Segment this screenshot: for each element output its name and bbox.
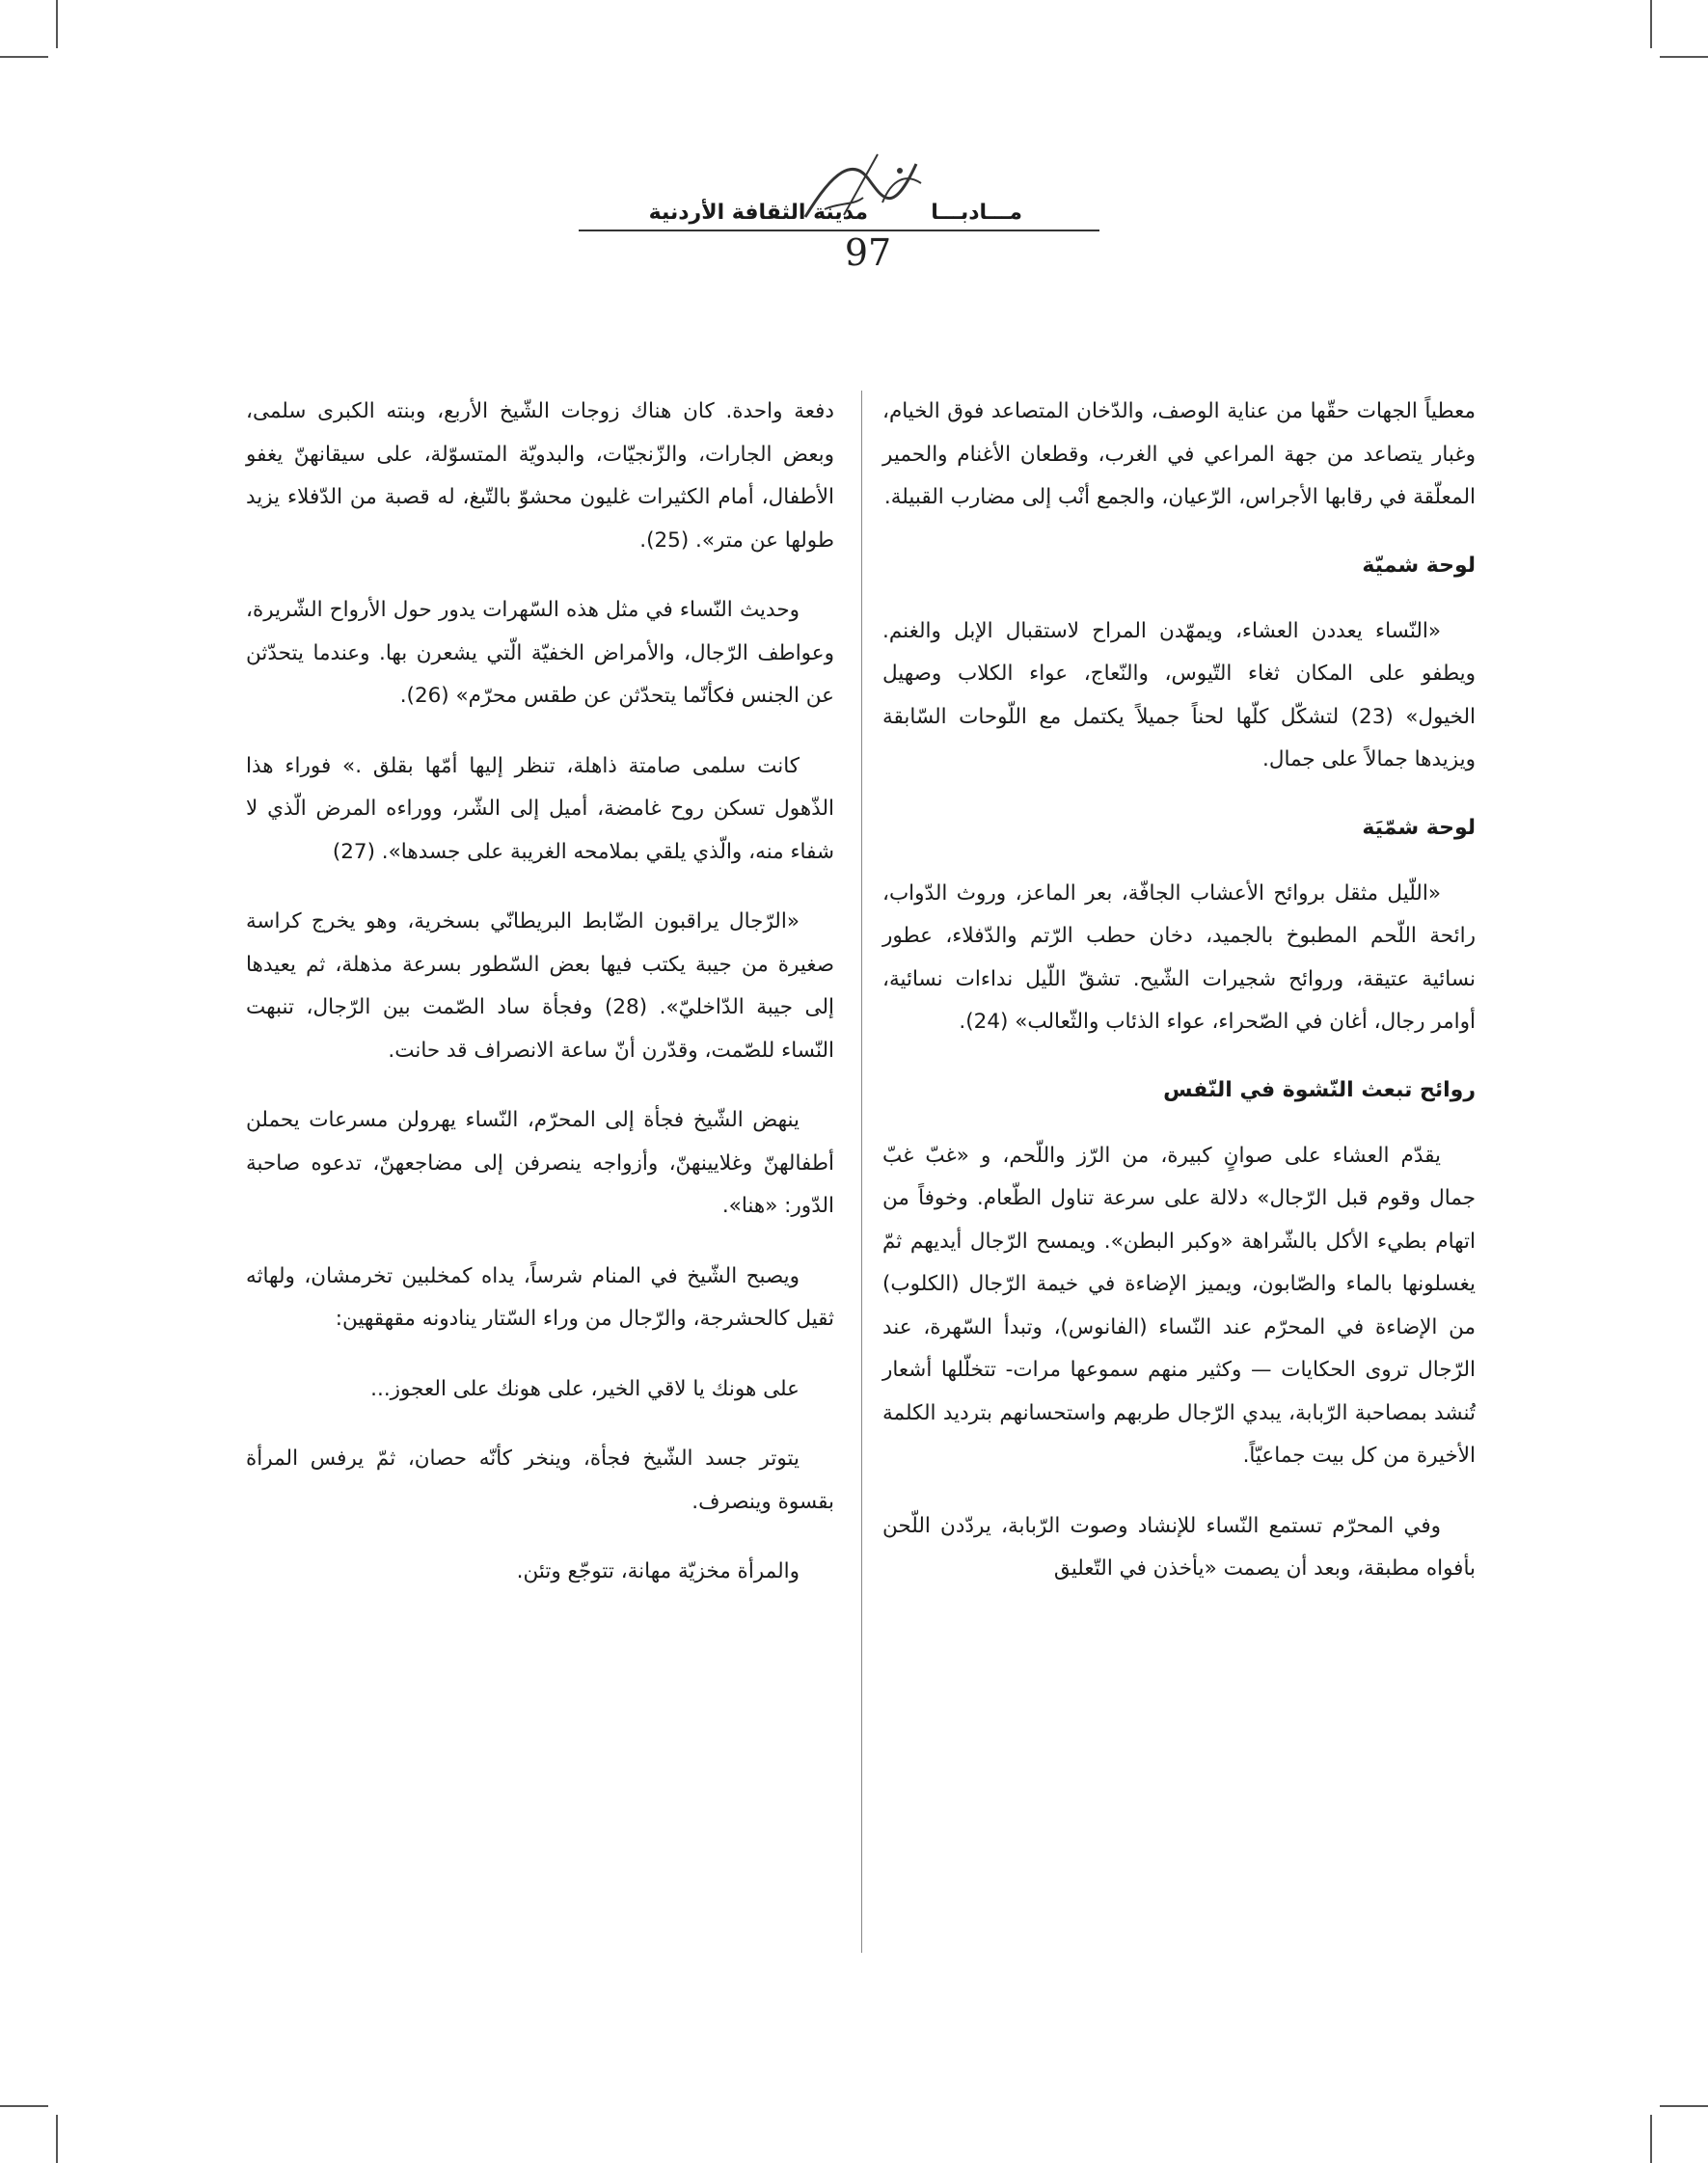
crop-mark-top-left-v <box>56 0 58 48</box>
column-divider <box>861 391 862 1953</box>
right-column <box>882 391 1476 1618</box>
paragraph: يتوتر جسد الشّيخ فجأة، وينخر كأنّه حصان، ثمّ يرفس المرأة بقسوة وينصرف. <box>246 1447 834 1514</box>
crop-mark-bottom-right-h <box>1660 2105 1708 2107</box>
crop-mark-bottom-right-v <box>1650 2115 1652 2163</box>
paragraph: ينهض الشّيخ فجأة إلى المحرّم، النّساء يهرولن مسرعات يحملن أطفالهنّ وغلايينهنّ، وأزواجه ينصرفن إلى مضاجعهنّ، تدعوه صاحبة الدّور: «هنا». <box>246 1108 834 1218</box>
paragraph: وحديث النّساء في مثل هذه السّهرات يدور حول الأرواح الشّريرة، وعواطف الرّجال، والأمراض الخفيّة الّتي يشعرن بها. وعندما يتحدّثن عن الجنس فكأنّما يتحدّثن عن طقس محرّم» (26). <box>246 598 834 708</box>
page-number: 97 <box>844 231 892 274</box>
crop-mark-bottom-left-h <box>0 2105 48 2107</box>
paragraph: ويصبح الشّيخ في المنام شرساً، يداه كمخلبين تخرمشان، ولهاثه ثقيل كالحشرجة، والرّجال من وراء السّتار ينادونه مقهقهين: <box>246 1263 834 1331</box>
paragraph: معطياً الجهات حقّها من عناية الوصف، والدّخان المتصاعد فوق الخيام، وغبار يتصاعد من جهة المراعي في الغرب، وقطعان الأغنام والحمير المعلّقة في رقابها الأجراس، الرّعيان، والجمع أنْب إلى مضارب القبيلة. <box>882 399 1476 509</box>
paragraph: «الرّجال يراقبون الضّابط البريطانّي بسخرية، وهو يخرج كراسة صغيرة من جيبة يكتب فيها بعض السّطور بسرعة مذهلة، ثم يعيدها إلى جيبة الدّاخليّ». (28) وفجأة ساد الصّمت بين الرّجال، تنبهت النّساء للصّمت، وقدّرن أنّ ساعة الانصراف قد حانت. <box>246 909 834 1063</box>
running-header <box>579 174 1119 299</box>
left-column <box>246 391 834 1621</box>
section-heading: لوحة شمّيَة <box>1362 815 1476 840</box>
paragraph: يقدّم العشاء على صوانٍ كبيرة، من الرّز واللّحم، و «غبّ غبّ جمال وقوم قبل الرّجال» دلالة على سرعة تناول الطّعام. وخوفاً من اتهام بطيء الأكل بالشّراهة «وكبر البطن». ويمسح الرّجال أيديهم ثمّ يغسلونها بالماء والصّابون، ويميز الإضاءة في خيمة الرّجال (الكلوب) من الإضاءة في المحرّم عند النّساء (الفانوس)، وتبدأ السّهرة، عند الرّجال تروى الحكايات — وكثير منهم سموعها مرات- تتخلّلها أشعار تُنشد بمصاحبة الرّبابة، يبدي الرّجال طربهم واستحسانهم بترديد الكلمة الأخيرة من كل بيت جماعيّاً. <box>882 1143 1476 1468</box>
crop-mark-top-left-h <box>0 56 48 58</box>
paragraph: وفي المحرّم تستمع النّساء للإنشاد وصوت الرّبابة، يردّدن اللّحن بأفواه مطبقة، وبعد أن يصمت «يأخذن في التّعليق <box>882 1513 1476 1581</box>
paragraph: على هونك يا لاقي الخير، على هونك على العجوز... <box>370 1376 800 1401</box>
paragraph: دفعة واحدة. كان هناك زوجات الشّيخ الأربع، وبنته الكبرى سلمى، وبعض الجارات، والزّنجيّات، والبدويّة المتسوّلة، على سيقانهنّ يغفو الأطفال، أمام الكثيرات غليون محشوّ بالتّبغ، له قصبة من الدّفلاء يزيد طولها عن متر». (25). <box>246 399 834 553</box>
crop-mark-bottom-left-v <box>56 2115 58 2163</box>
header-city: مـــادبـــا <box>931 201 1022 225</box>
section-heading: روائح تبعث النّشوة في النّفس <box>1163 1077 1476 1102</box>
section-heading: لوحة شميّة <box>1362 553 1476 578</box>
crop-mark-top-right-h <box>1660 56 1708 58</box>
paragraph: «النّساء يعددن العشاء، ويمهّدن المراح لاستقبال الإبل والغنم. ويطفو على المكان ثغاء التّيوس، والنّعاج، عواء الكلاب وصهيل الخيول» (23) لتشكّل كلّها لحناً جميلاً يكتمل مع اللّوحات السّابقة ويزيدها جمالاً على جمال. <box>882 618 1476 771</box>
paragraph: «اللّيل مثقل بروائح الأعشاب الجافّة، بعر الماعز، وروث الدّواب، رائحة اللّحم المطبوخ بالجميد، دخان حطب الرّتم والدّفلاء، عطور نسائية عتيقة، وروائح شجيرات الشّيح. تشقّ اللّيل نداءات نسائية، أوامر رجال، أغان في الصّحراء، عواء الذئاب والثّعالب» (24). <box>882 880 1476 1034</box>
crop-mark-top-right-v <box>1650 0 1652 48</box>
paragraph: كانت سلمى صامتة ذاهلة، تنظر إليها أمّها بقلق .» فوراء هذا الذّهول تسكن روح غامضة، أميل إلى الشّر، ووراءه المرض الّذي لا شفاء منه، والّذي يلقي بملامحه الغريبة على جسدها». (27) <box>246 753 834 864</box>
header-title: مدينة الثقافة الأردنية <box>648 201 868 225</box>
paragraph: والمرأة مخزيّة مهانة، تتوجّع وتئن. <box>516 1559 800 1583</box>
